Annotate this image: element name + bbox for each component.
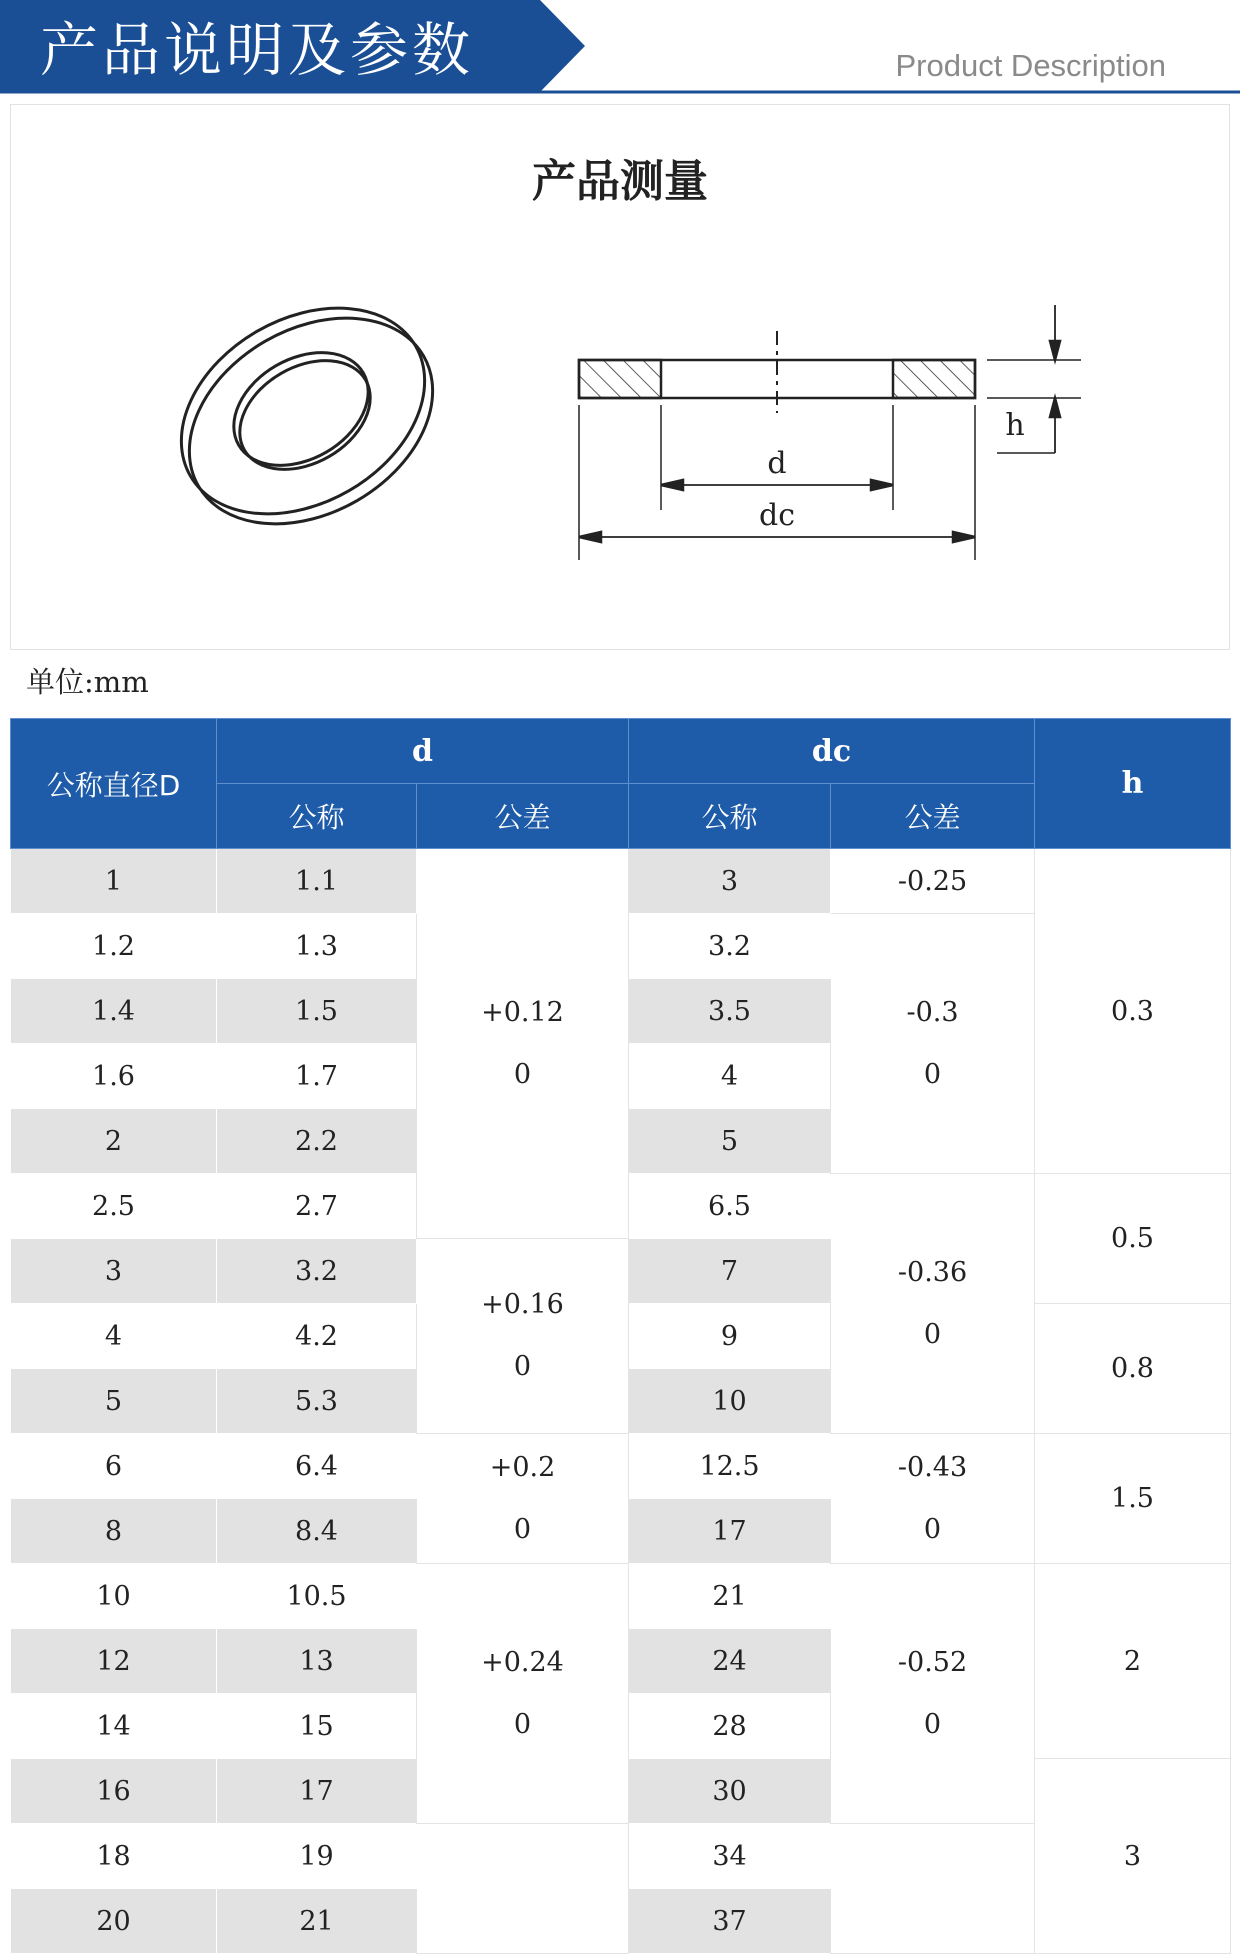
cell-d-tolerance	[417, 1239, 629, 1434]
cell-dc-nominal: 17	[629, 1499, 831, 1564]
cell-d-nominal: 1.3	[217, 914, 417, 979]
cell-d-nominal: 3.2	[217, 1239, 417, 1304]
cell-h: 0.3	[1035, 849, 1231, 1174]
tolerance-lower: 0	[923, 1318, 942, 1350]
cell-d-nominal: 2.2	[217, 1109, 417, 1174]
unit-label: 单位:mm	[26, 665, 149, 699]
cell-dc-nominal: 34	[629, 1824, 831, 1889]
cell-D: 2.5	[11, 1174, 217, 1239]
cell-D: 6	[11, 1434, 217, 1499]
cell-dc-nominal: 10	[629, 1369, 831, 1434]
cell-h: 0.5	[1035, 1174, 1231, 1304]
diagram-label-d: d	[767, 446, 787, 481]
cell-d-nominal: 4.2	[217, 1304, 417, 1369]
tolerance-upper: +0.12	[481, 996, 564, 1028]
cell-dc-nominal: 4	[629, 1044, 831, 1109]
cell-dc-nominal: 37	[629, 1889, 831, 1954]
cell-D: 3	[11, 1239, 217, 1304]
tolerance-lower: 0	[513, 1513, 532, 1545]
washer-diagram	[11, 105, 1231, 651]
cell-d-nominal: 15	[217, 1694, 417, 1759]
tolerance-lower: 0	[513, 1058, 532, 1090]
diagram-label-h: h	[1005, 408, 1025, 443]
tolerance-upper: -0.3	[906, 996, 959, 1028]
cell-D: 5	[11, 1369, 217, 1434]
cell-dc-nominal: 3.2	[629, 914, 831, 979]
diagram-title: 产品测量	[532, 156, 708, 207]
cell-d-tolerance	[417, 1434, 629, 1564]
cell-dc-tolerance	[831, 1824, 1035, 1954]
header-dc-nominal: 公称	[629, 784, 831, 849]
cell-D: 1	[11, 849, 217, 914]
cell-d-nominal: 5.3	[217, 1369, 417, 1434]
cell-D: 8	[11, 1499, 217, 1564]
cell-dc-nominal: 6.5	[629, 1174, 831, 1239]
header-dc: dc	[629, 719, 1035, 784]
spec-table	[10, 718, 1231, 1954]
cell-d-nominal: 13	[217, 1629, 417, 1694]
header-subtitle: Product Description	[895, 48, 1166, 83]
cell-dc-nominal: 30	[629, 1759, 831, 1824]
diagram-panel	[10, 104, 1230, 650]
cell-D: 1.4	[11, 979, 217, 1044]
tolerance-upper: +0.24	[481, 1646, 564, 1678]
tolerance-lower: 0	[923, 1058, 942, 1090]
tolerance-lower: 0	[923, 1708, 942, 1740]
cell-dc-tolerance	[831, 914, 1035, 1174]
tolerance-upper: -0.52	[897, 1646, 968, 1678]
cell-D: 20	[11, 1889, 217, 1954]
cell-dc-tolerance	[831, 1174, 1035, 1434]
tolerance-upper: -0.43	[897, 1451, 968, 1483]
cell-dc-nominal: 7	[629, 1239, 831, 1304]
cell-dc-nominal: 12.5	[629, 1434, 831, 1499]
header-d-tolerance: 公差	[417, 784, 629, 849]
header-dc-tolerance: 公差	[831, 784, 1035, 849]
tolerance-upper: +0.16	[481, 1289, 564, 1320]
cell-d-nominal: 2.7	[217, 1174, 417, 1239]
cell-D: 10	[11, 1564, 217, 1629]
table-row	[11, 1564, 1231, 1629]
cell-h: 3	[1035, 1759, 1231, 1954]
cell-d-nominal: 8.4	[217, 1499, 417, 1564]
table-row	[11, 1434, 1231, 1499]
table-row	[11, 849, 1231, 914]
tolerance-lower: 0	[513, 1708, 532, 1740]
cell-dc-nominal: 9	[629, 1304, 831, 1369]
cell-D: 1.6	[11, 1044, 217, 1109]
cell-D: 14	[11, 1694, 217, 1759]
cell-D: 2	[11, 1109, 217, 1174]
diagram-label-dc: dc	[758, 498, 796, 533]
cell-d-tolerance	[417, 849, 629, 1239]
cell-dc-nominal: 3	[629, 849, 831, 914]
cell-h: 2	[1035, 1564, 1231, 1759]
washer-perspective-drawing	[144, 266, 469, 565]
cell-D: 4	[11, 1304, 217, 1369]
cell-d-nominal: 1.7	[217, 1044, 417, 1109]
cell-h: 1.5	[1035, 1434, 1231, 1564]
cell-D: 18	[11, 1824, 217, 1889]
cell-D: 16	[11, 1759, 217, 1824]
header-nominal-diameter: 公称直径D	[11, 719, 217, 849]
cell-d-nominal: 17	[217, 1759, 417, 1824]
cell-d-tolerance	[417, 1824, 629, 1954]
cell-dc-nominal: 5	[629, 1109, 831, 1174]
cell-dc-nominal: 24	[629, 1629, 831, 1694]
cell-d-nominal: 1.1	[217, 849, 417, 914]
cell-d-nominal: 6.4	[217, 1434, 417, 1499]
cell-dc-tolerance	[831, 849, 1035, 914]
cell-h: 0.8	[1035, 1304, 1231, 1434]
cell-d-nominal: 1.5	[217, 979, 417, 1044]
cell-d-tolerance	[417, 1564, 629, 1824]
cell-d-nominal: 10.5	[217, 1564, 417, 1629]
tolerance-upper: -0.36	[897, 1256, 968, 1288]
tolerance-upper: +0.2	[489, 1451, 556, 1483]
header-d: d	[217, 719, 629, 784]
tolerance-lower: 0	[923, 1513, 942, 1545]
cell-D: 1.2	[11, 914, 217, 979]
header-banner	[0, 0, 1240, 94]
header-h: h	[1035, 719, 1231, 849]
cell-dc-nominal: 3.5	[629, 979, 831, 1044]
header-d-nominal: 公称	[217, 784, 417, 849]
tolerance-lower: 0	[513, 1351, 532, 1382]
cell-dc-nominal: 28	[629, 1694, 831, 1759]
cell-d-nominal: 21	[217, 1889, 417, 1954]
cell-dc-tolerance	[831, 1434, 1035, 1564]
cell-dc-nominal: 21	[629, 1564, 831, 1629]
cell-D: 12	[11, 1629, 217, 1694]
cell-d-nominal: 19	[217, 1824, 417, 1889]
tolerance-upper: -0.25	[897, 865, 968, 897]
cell-dc-tolerance	[831, 1564, 1035, 1824]
header-title: 产品说明及参数	[40, 16, 475, 84]
